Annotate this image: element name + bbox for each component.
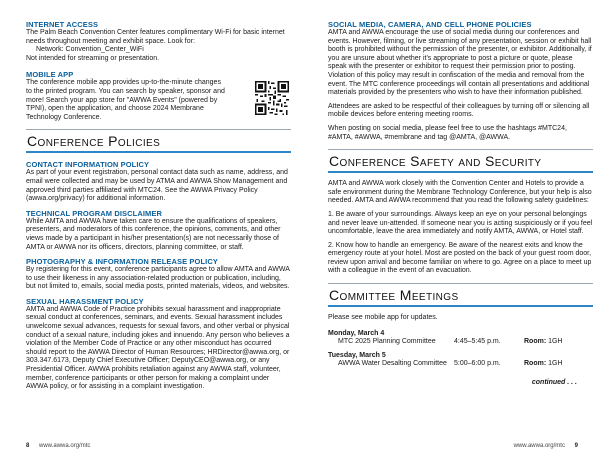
- divider: [26, 129, 291, 130]
- meeting-row: [328, 338, 593, 347]
- social-media-text: AMTA and AWWA encourage the use of social media during our conferences and events. However, filming, or live streaming of any presentation, session or exhibit hall booth is prohibited without the permission of the presenter, or exhibitor. Additionally, if you are unsure about whether it's appropriate to post a picture or quote, please speak with the presenter or exhibitor to request their permission prior to posting. Violation of this policy may result in confiscation of the media and removal from the event. The MTC conference proceedings will contain all presentations and additional materials provided by the presenters who wish to have their information published.: [328, 29, 592, 97]
- harassment-policy-text: AMTA and AWWA Code of Practice prohibits sexual harassment and inappropriate sexual conduct at conferences, seminars, and events. Sexual harassment includes unwelcome sexual advances, requests for sexual favors, and other verbal or physical conduct of a sexual nature, including jokes and innuendo. Any person who believes a violation of the Member Code of Practice or any other misconduct has occurred should report to the AWWA Director of Human Resources; HRDirector@awwa.org, or 303.347.6173, Deputy Chief Executive Officer; DeputyCEO@awwa.org, or any Presidential Officer. AWWA prohibits retaliation against any AWWA staff, volunteer, member, conference participants or other person for making a complaint under AWWA policy, or for assisting in a complaint investigation.: [26, 305, 290, 391]
- safety-intro: AMTA and AWWA work closely with the Convention Center and Hotels to provide a safe environment during the Membrane Technology Conference, but your help is also needed. AMTA and AWWA recommend that you read the following safety guidelines:: [328, 180, 592, 205]
- meeting-time: 4:45–5:45 p.m.: [454, 338, 501, 346]
- footer-url[interactable]: www.awwa.org/mtc: [513, 443, 565, 449]
- section-title: Committee Meetings: [329, 287, 459, 304]
- section-underline: [26, 151, 291, 153]
- contact-policy-heading: CONTACT INFORMATION POLICY: [26, 160, 150, 170]
- internet-access-text: The Palm Beach Convention Center features complimentary Wi-Fi for basic internet needs throughout meeting and exhibit space. Look for:: [26, 29, 285, 45]
- social-media-heading: SOCIAL MEDIA, CAMERA, AND CELL PHONE POLICIES: [328, 20, 532, 29]
- meeting-room: [524, 338, 593, 347]
- section-title: Conference Policies: [27, 133, 161, 150]
- social-media-devices: Attendees are asked to be respectful of their colleagues by turning off or silencing all mobile devices before entering meeting rooms.: [328, 102, 590, 119]
- safety-item-2: 2. Know how to handle an emergency. Be aware of the nearest exits and know the emergency route at your hotel. Most are posted on the back of your guest room door, review upon arrival and become familiar on where to go. Agree on a place to meet up with a colleague in the event of an evacuation.: [328, 241, 592, 275]
- disclaimer-heading: TECHNICAL PROGRAM DISCLAIMER: [26, 208, 162, 218]
- room-value: 1GH: [548, 338, 563, 346]
- mobile-app-section: [26, 70, 291, 122]
- contact-policy-text: As part of your event registration, personal contact data such as name, address, and email were collected and may be used by ATMA and AWWA Show Management and approved third parties affiliated with MTC24. See the AWWA Privacy Policy (awwa.org/privacy) for additional information.: [26, 169, 288, 203]
- room-label: Room:: [524, 338, 547, 346]
- section-title: Conference Safety and Security: [329, 153, 542, 170]
- internet-note: Not intended for streaming or presentation.: [26, 54, 160, 62]
- footer-left: [26, 443, 90, 449]
- divider: [328, 283, 593, 284]
- meeting-name: MTC 2025 Planning Committee: [338, 338, 436, 346]
- meeting-day: Tuesday, March 5: [328, 351, 386, 359]
- divider: [328, 149, 593, 150]
- qr-code-icon[interactable]: [255, 81, 289, 115]
- disclaimer-text: While AMTA and AWWA have taken care to ensure the qualifications of speakers, presenters, and moderators of this conference, the opinions, comments, and other views made by a participant in his/her presentation(s) are not necessarily those of AMTA or AWWA nor its officers, directors, planning committee, or staff.: [26, 217, 281, 251]
- committee-section-header: [328, 283, 593, 307]
- footer-url[interactable]: www.awwa.org/mtc: [39, 443, 91, 449]
- social-media-hashtags: When posting on social media, please feel free to use the hashtags #MTC24, #AMTA, #AWWA, #membrane and tag @AMTA, @AWWA.: [328, 124, 567, 141]
- mobile-app-text: The conference mobile app provides up-to-the-minute changes to the printed program. You can search by speaker, sponsor and more! Search your app store for "AWWA Events" (powered by TPNI), open the application, and choose 2024 Membrane Technology Conference.: [26, 79, 225, 121]
- meeting-row: [328, 360, 593, 369]
- safety-section-header: [328, 149, 593, 173]
- footer-right: [514, 443, 578, 449]
- page-number: 9: [574, 443, 578, 449]
- wifi-network: Network: Convention_Center_WiFi: [36, 46, 144, 54]
- internet-access-heading: INTERNET ACCESS: [26, 20, 99, 29]
- continued-note: continued . . .: [531, 379, 577, 387]
- safety-item-1: 1. Be aware of your surroundings. Always keep an eye on your personal belongings and never leave un-attended. If someone near you is acting suspiciously or if you feel uncomfortable, leave the area immediately and notify AMTA, AWWA, or Hotel staff.: [328, 210, 593, 236]
- section-underline: [328, 305, 593, 307]
- left-column: [26, 20, 291, 392]
- harassment-policy-heading: SEXUAL HARASSMENT POLICY: [26, 296, 144, 306]
- meeting-name: AWWA Water Desalting Committee: [338, 360, 447, 368]
- meeting-room: [524, 360, 593, 369]
- photo-policy-text: By registering for this event, conference participants agree to allow AMTA and AWWA to use their likeness in any association-related production or publication, including, but not limited to, emails, social media posts, printed materials, videos, and websites.: [26, 266, 290, 291]
- room-value: 1GH: [548, 360, 563, 368]
- mobile-app-heading: MOBILE APP: [26, 70, 74, 80]
- conference-policies-header: [26, 129, 291, 153]
- page-number: 8: [26, 443, 30, 449]
- section-underline: [328, 171, 593, 173]
- photo-policy-heading: PHOTOGRAPHY & INFORMATION RELEASE POLICY: [26, 257, 218, 267]
- meeting-day: Monday, March 4: [328, 329, 385, 337]
- room-label: Room:: [524, 360, 547, 368]
- committee-note: Please see mobile app for updates.: [328, 314, 438, 322]
- meeting-time: 5:00–6:00 p.m.: [454, 360, 501, 368]
- right-column: [328, 20, 593, 386]
